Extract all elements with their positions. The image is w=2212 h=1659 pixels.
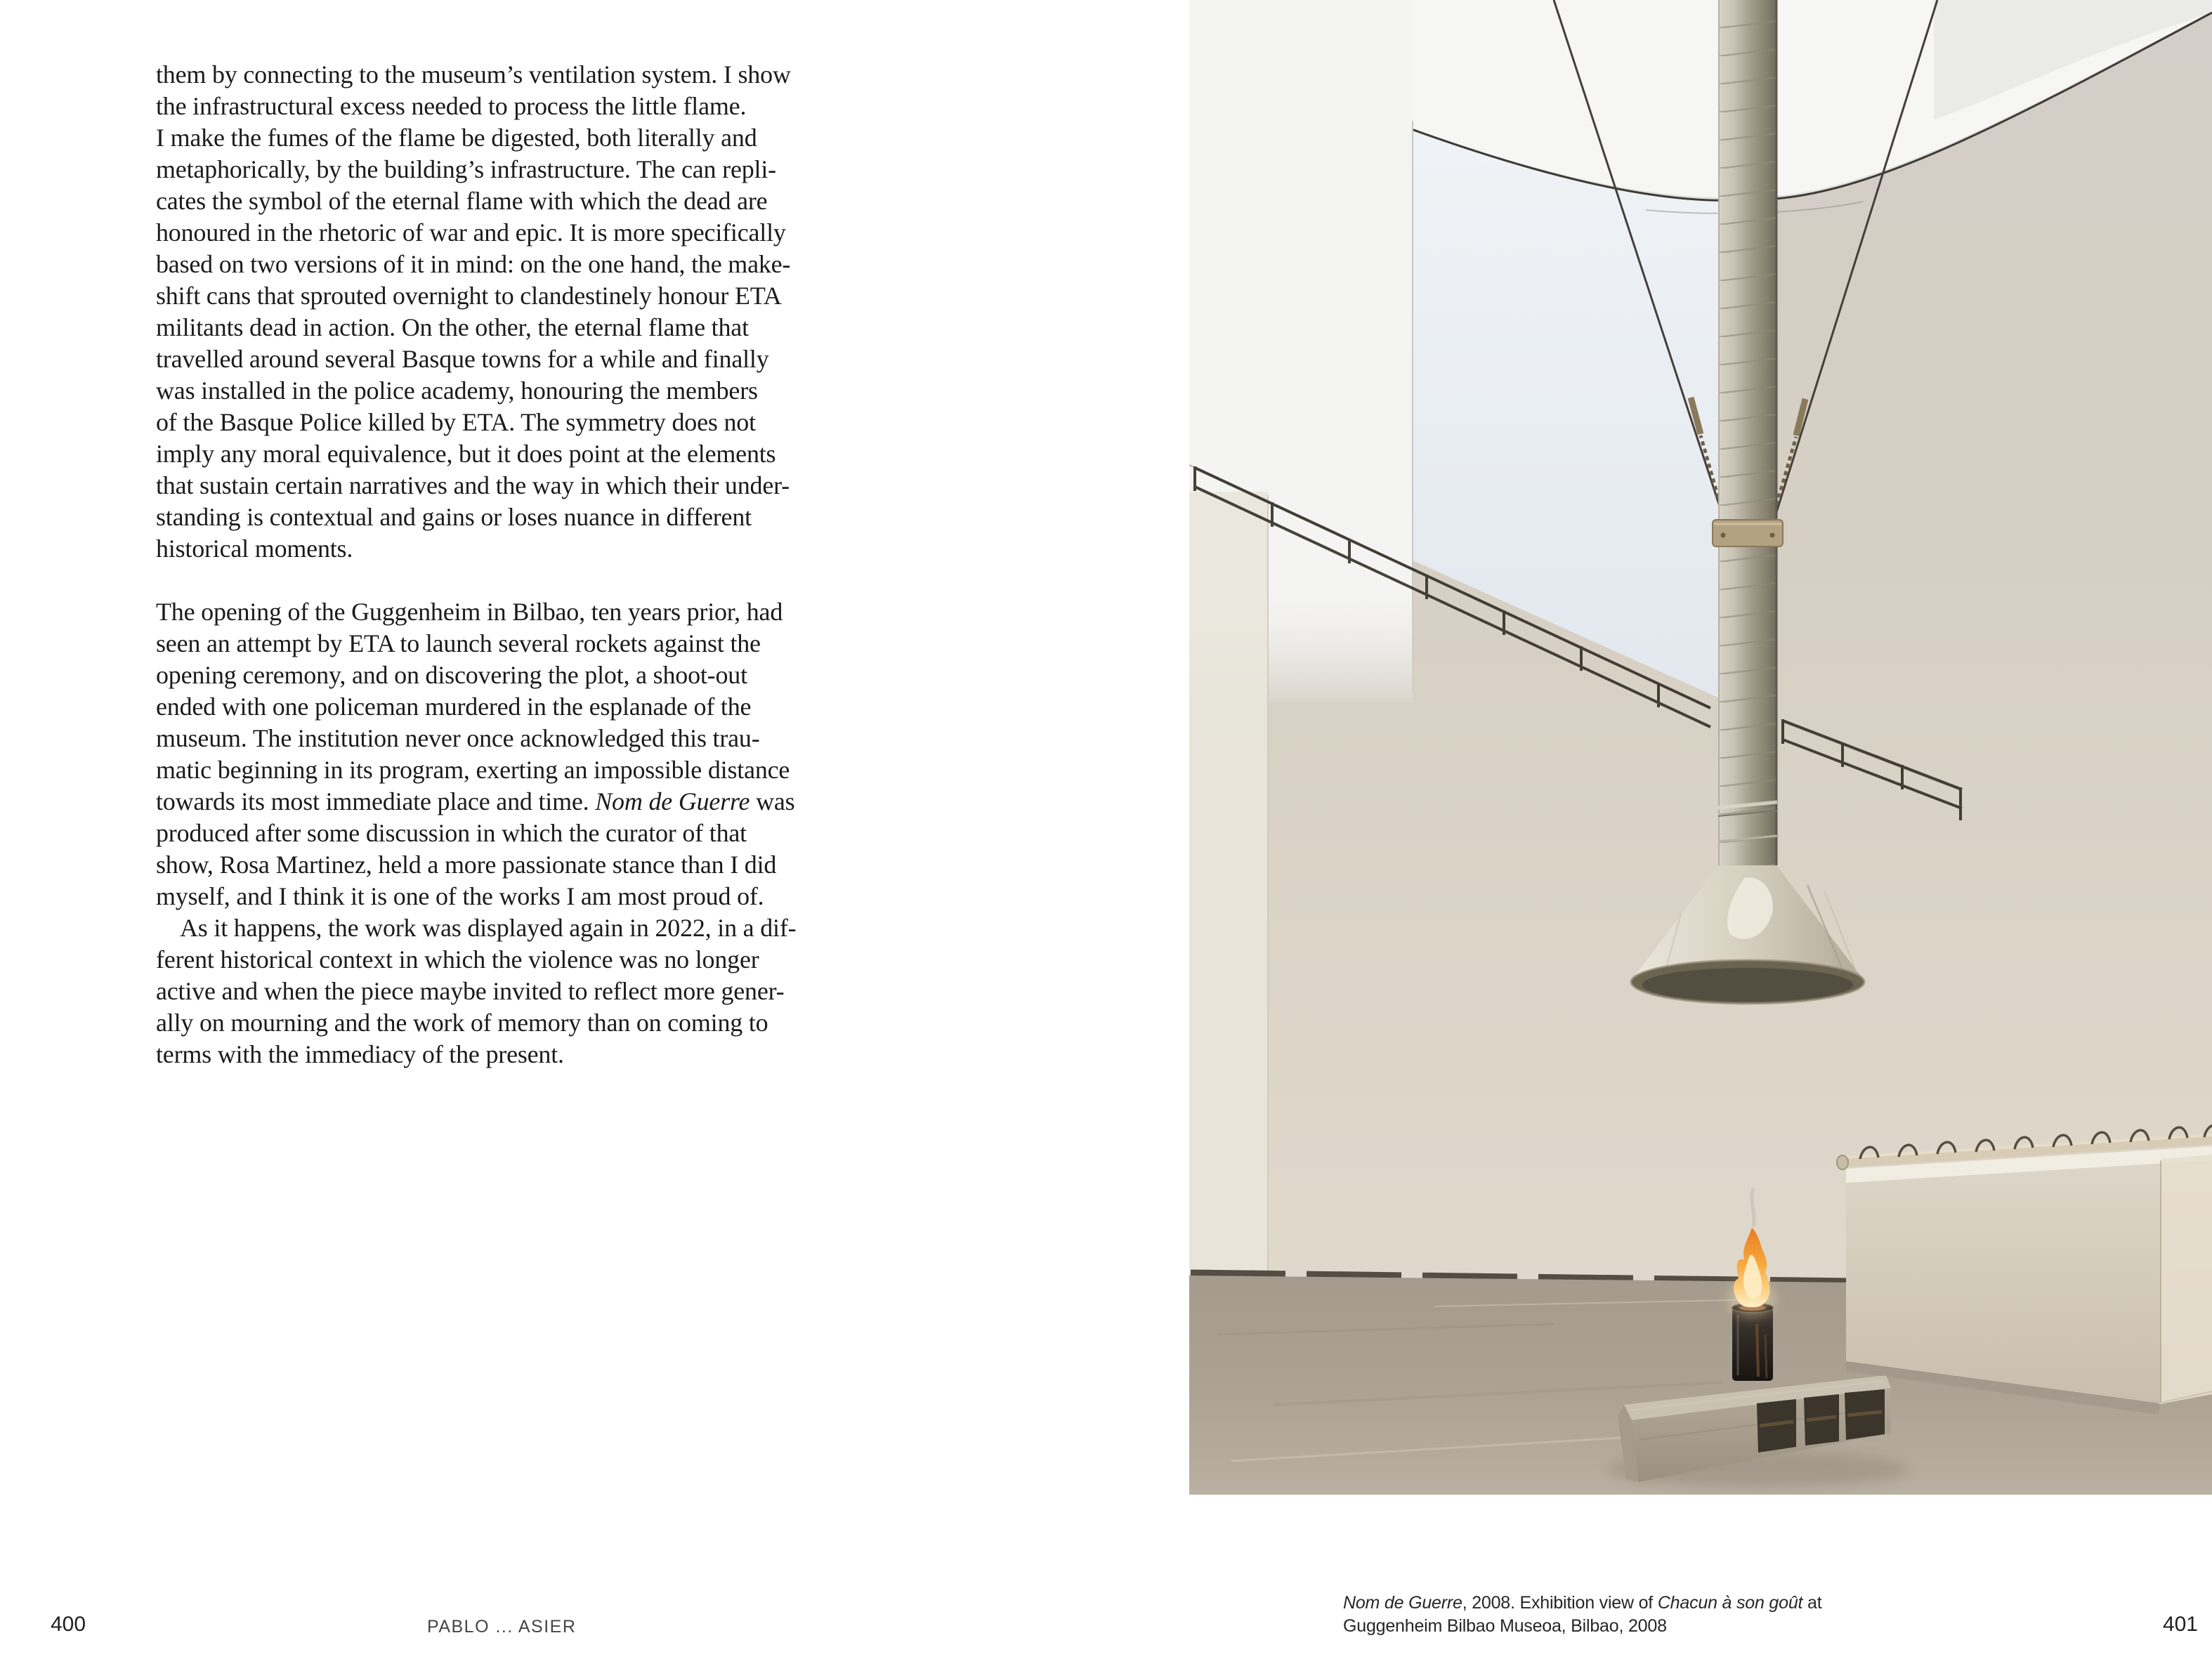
page-number-right: 401 xyxy=(2162,1613,2198,1636)
text-line: ferent historical context in which the violence was no longer xyxy=(156,945,759,973)
text-line: produced after some discussion in which the curator of that xyxy=(156,819,747,847)
text-line: based on two versions of it in mind: on the one hand, the make- xyxy=(156,250,791,278)
text-line: opening ceremony, and on discovering the plot, a shoot-out xyxy=(156,661,747,689)
text-line: travelled around several Basque towns for a while and finally xyxy=(156,345,769,373)
text-line: them by connecting to the museum’s ventilation system. I show xyxy=(156,60,791,88)
text-line: myself, and I think it is one of the works I am most proud of. xyxy=(156,882,764,910)
text-line: museum. The institution never once acknowledged this trau- xyxy=(156,724,760,752)
text-line: The opening of the Guggenheim in Bilbao, ten years prior, had xyxy=(156,598,783,626)
text-line: shift cans that sprouted overnight to clandestinely honour ETA xyxy=(156,282,782,310)
text-line: honoured in the rhetoric of war and epic. It is more specifically xyxy=(156,218,786,247)
photo-caption xyxy=(1343,1592,1877,1638)
text-line: Nom de Guerre, 2008. Exhibition view of Chacun à son goût at xyxy=(1343,1593,1822,1613)
text-line: was installed in the police academy, honouring the members xyxy=(156,376,758,405)
text-line: Guggenheim Bilbao Museoa, Bilbao, 2008 xyxy=(1343,1616,1667,1636)
chimney-duct xyxy=(1713,0,1783,865)
text-line: As it happens, the work was displayed again in 2022, in a dif- xyxy=(180,914,797,942)
paragraph xyxy=(156,596,865,1070)
text-line: terms with the immediacy of the present. xyxy=(156,1040,564,1068)
text-line: imply any moral equivalence, but it does point at the elements xyxy=(156,440,776,468)
body-text-column xyxy=(156,59,865,1070)
running-footer: PABLO ... ASIER xyxy=(427,1617,577,1637)
text-line: matic beginning in its program, exerting an impossible distance xyxy=(156,756,790,784)
text-line: show, Rosa Martinez, held a more passionate stance than I did xyxy=(156,851,777,879)
text-line: standing is contextual and gains or loses nuance in different xyxy=(156,503,752,531)
text-line: historical moments. xyxy=(156,535,353,563)
text-line: of the Basque Police killed by ETA. The symmetry does not xyxy=(156,408,756,436)
page-number-left: 400 xyxy=(51,1613,86,1636)
text-line: cates the symbol of the eternal flame with which the dead are xyxy=(156,187,768,215)
text-line: I make the fumes of the flame be digested, both literally and xyxy=(156,124,757,152)
text-line: ally on mourning and the work of memory than on coming to xyxy=(156,1009,768,1037)
text-line: ended with one policeman murdered in the esplanade of the xyxy=(156,693,752,721)
display-plinth xyxy=(1837,1125,2212,1415)
text-line: seen an attempt by ETA to launch several rockets against the xyxy=(156,629,761,657)
text-line: towards its most immediate place and time. Nom de Guerre was xyxy=(156,787,795,815)
text-line: metaphorically, by the building’s infrastructure. The can repli- xyxy=(156,155,776,183)
installation-photo xyxy=(1189,0,2212,1495)
text-line: active and when the piece maybe invited to reflect more gener- xyxy=(156,977,785,1005)
paragraph xyxy=(156,59,865,565)
installation-photo-svg xyxy=(1189,0,2212,1495)
text-line: militants dead in action. On the other, the eternal flame that xyxy=(156,313,749,341)
text-line: the infrastructural excess needed to process the little flame. xyxy=(156,92,747,120)
suspension-collar xyxy=(1713,520,1783,546)
text-line: that sustain certain narratives and the way in which their under- xyxy=(156,471,790,499)
